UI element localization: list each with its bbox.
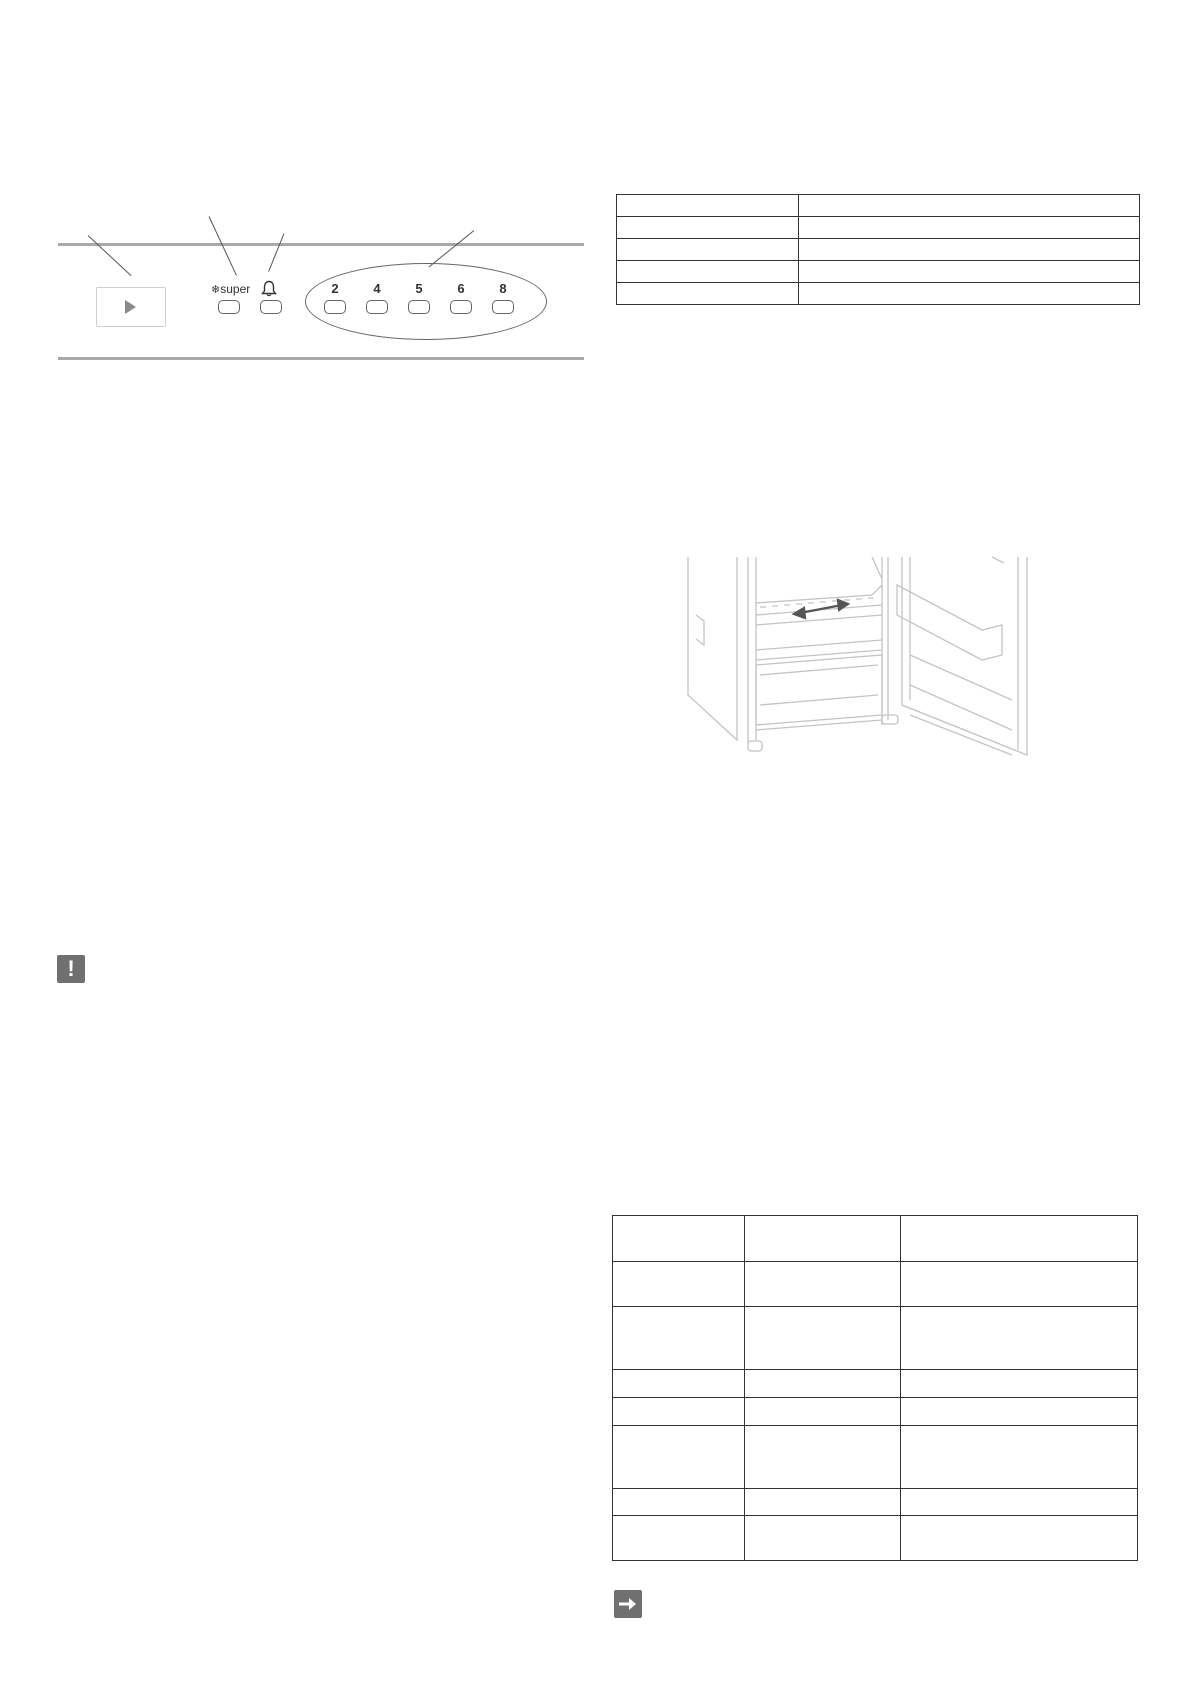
- table-cell: [617, 217, 799, 239]
- table-cell: [901, 1262, 1138, 1307]
- temp-label-5: 5: [415, 281, 423, 296]
- table-cell: [613, 1370, 745, 1398]
- table-cell: [617, 283, 799, 305]
- super-text: super: [220, 282, 251, 296]
- snowflake-icon: ❄: [211, 284, 221, 296]
- table-cell: [901, 1516, 1138, 1561]
- table-cell: [617, 195, 799, 217]
- panel-top-edge: [58, 243, 584, 246]
- table-cell: [613, 1516, 745, 1561]
- table-row: [613, 1489, 1138, 1516]
- table-cell: [617, 239, 799, 261]
- table-cell: [798, 261, 1139, 283]
- table-cell: [798, 283, 1139, 305]
- temp-label-8: 8: [499, 281, 507, 296]
- table-cell: [744, 1516, 901, 1561]
- table-row: [613, 1398, 1138, 1426]
- table-row: [613, 1216, 1138, 1262]
- table-cell: [613, 1262, 745, 1307]
- temp-button-8[interactable]: [492, 300, 514, 314]
- arrow-right-glyph: [614, 1590, 642, 1618]
- bell-icon: [261, 280, 277, 297]
- table-cell: [798, 217, 1139, 239]
- table-cell: [744, 1489, 901, 1516]
- leader-line-temperature: [429, 230, 475, 267]
- table-cell: [901, 1370, 1138, 1398]
- table-cell: [901, 1398, 1138, 1426]
- exclamation-icon: !: [57, 955, 85, 983]
- table-cell: [798, 195, 1139, 217]
- temp-label-2: 2: [331, 281, 339, 296]
- table-cell: [901, 1307, 1138, 1370]
- bottom-table: [612, 1215, 1138, 1561]
- table-cell: [744, 1370, 901, 1398]
- alarm-button[interactable]: [260, 300, 282, 314]
- super-label: [211, 282, 250, 296]
- play-icon: [125, 300, 136, 314]
- temp-button-5[interactable]: [408, 300, 430, 314]
- table-row: [613, 1262, 1138, 1307]
- table-cell: [744, 1398, 901, 1426]
- table-cell: [744, 1262, 901, 1307]
- table-row: [613, 1426, 1138, 1489]
- temp-button-4[interactable]: [366, 300, 388, 314]
- fridge-drawing: [682, 555, 1038, 765]
- table-cell: [613, 1398, 745, 1426]
- table-cell: [613, 1426, 745, 1489]
- temp-label-6: 6: [457, 281, 465, 296]
- table-cell: [901, 1216, 1138, 1262]
- temp-button-6[interactable]: [450, 300, 472, 314]
- table-cell: [901, 1489, 1138, 1516]
- panel-bottom-edge: [58, 357, 584, 360]
- table-row: [613, 1370, 1138, 1398]
- table-cell: [901, 1426, 1138, 1489]
- leader-line-alarm: [268, 233, 284, 271]
- table-row: [617, 261, 1140, 283]
- super-cool-button[interactable]: [218, 300, 240, 314]
- table-cell: [744, 1307, 901, 1370]
- table-cell: [613, 1489, 745, 1516]
- table-row: [617, 283, 1140, 305]
- temp-label-4: 4: [373, 281, 381, 296]
- table-row: [617, 239, 1140, 261]
- table-row: [613, 1516, 1138, 1561]
- temp-button-2[interactable]: [324, 300, 346, 314]
- table-cell: [613, 1307, 745, 1370]
- table-cell: [744, 1216, 901, 1262]
- table-cell: [744, 1426, 901, 1489]
- table-cell: [613, 1216, 745, 1262]
- table-row: [613, 1307, 1138, 1370]
- top-table: [616, 194, 1140, 305]
- table-row: [617, 195, 1140, 217]
- fridge-interior-illustration: [682, 555, 1038, 765]
- temperature-display: [96, 287, 166, 327]
- leader-line-display: [88, 235, 132, 276]
- table-row: [617, 217, 1140, 239]
- table-cell: [617, 261, 799, 283]
- arrow-right-icon: [614, 1590, 642, 1618]
- table-cell: [798, 239, 1139, 261]
